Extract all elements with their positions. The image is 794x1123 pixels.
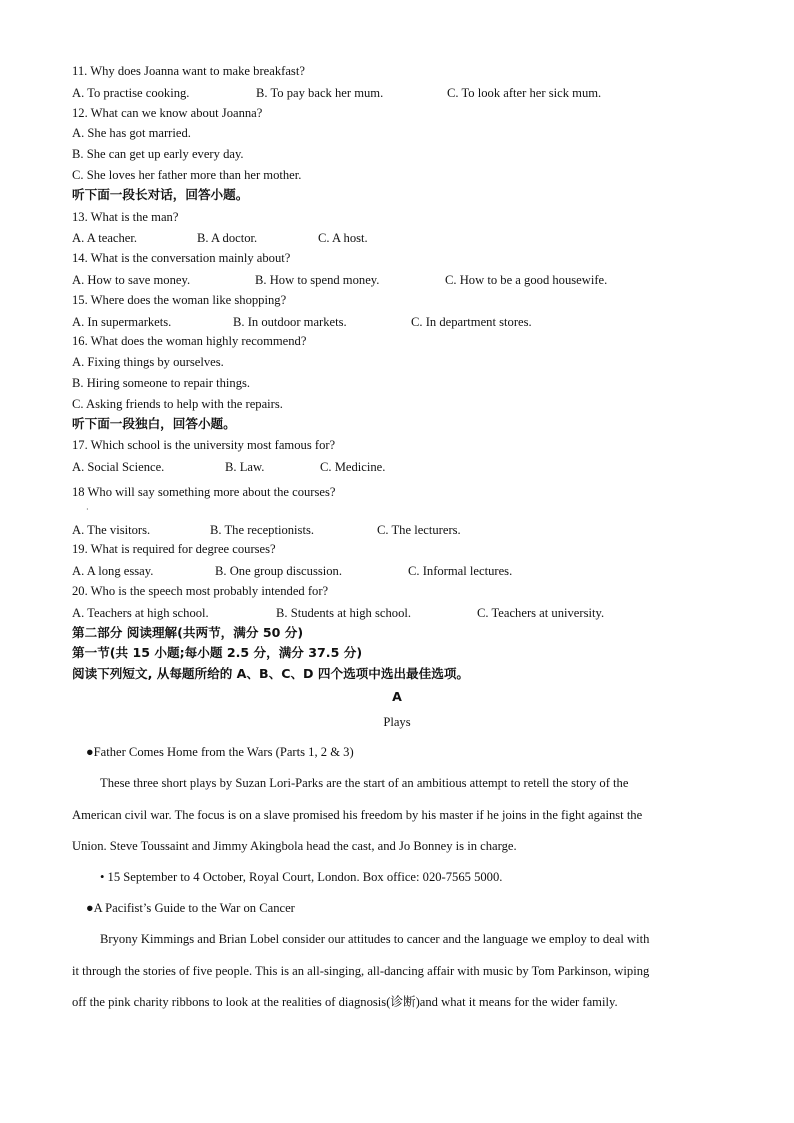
option-a: A. In supermarkets. [72, 315, 172, 329]
passage-title: Plays [383, 715, 411, 729]
option-c: C. In department stores. [411, 315, 532, 329]
option-c: C. Medicine. [320, 460, 386, 474]
passage-letter: A [392, 689, 402, 704]
option-c: C. Asking friends to help with the repairs. [72, 397, 283, 411]
option-b: B. The receptionists. [210, 523, 314, 537]
question-stem: 13. What is the man? [72, 210, 179, 224]
paragraph-line: American civil war. The focus is on a slave promised his freedom by his master if he joins in the fight against the [72, 808, 643, 822]
option-b: B. Students at high school. [276, 606, 412, 620]
question-stem: 16. What does the woman highly recommend? [72, 334, 307, 348]
option-a: A. To practise cooking. [72, 86, 190, 100]
section-heading: 听下面一段长对话，回答小题。 [72, 187, 249, 202]
option-a: A. A teacher. [72, 231, 138, 245]
part-title: 第二部分 阅读理解(共两节，满分 50 分) [72, 625, 304, 640]
paragraph-line: These three short plays by Suzan Lori-Parks are the start of an ambitious attempt to retell the story of the [100, 776, 629, 790]
option-b: B. One group discussion. [215, 564, 342, 578]
option-c: C. The lecturers. [377, 523, 461, 537]
section-heading: 听下面一段独白，回答小题。 [72, 416, 236, 431]
question-stem: 19. What is required for degree courses? [72, 542, 276, 556]
option-a: A. She has got married. [72, 126, 191, 140]
option-b: B. In outdoor markets. [233, 315, 347, 329]
option-c: C. Informal lectures. [408, 564, 513, 578]
question-stem: 18 Who will say something more about the courses? [72, 485, 336, 499]
option-a: A. The visitors. [72, 523, 151, 537]
play-title: ●Father Comes Home from the Wars (Parts 1, 2 & 3) [86, 745, 354, 759]
option-b: B. She can get up early every day. [72, 147, 244, 161]
option-a: A. How to save money. [72, 273, 191, 287]
option-a: A. Fixing things by ourselves. [72, 355, 224, 369]
play-title: ●A Pacifist’s Guide to the War on Cancer [86, 901, 295, 915]
paragraph-line: it through the stories of five people. This is an all-singing, all-dancing affair with music by Tom Parkinson, wiping [72, 964, 650, 978]
question-stem: 15. Where does the woman like shopping? [72, 293, 287, 307]
option-c: C. Teachers at university. [477, 606, 605, 620]
paragraph-line: Union. Steve Toussaint and Jimmy Akingbola head the cast, and Jo Bonney is in charge. [72, 839, 517, 853]
option-c: C. A host. [318, 231, 368, 245]
option-b: B. A doctor. [197, 231, 258, 245]
instruction: 阅读下列短文, 从每题所给的 A、B、C、D 四个选项中选出最佳选项。 [72, 666, 470, 681]
option-b: B. Law. [225, 460, 265, 474]
section-title: 第一节(共 15 小题;每小题 2.5 分，满分 37.5 分) [72, 645, 363, 660]
question-stem: 20. Who is the speech most probably intended for? [72, 584, 329, 598]
paragraph-line: off the pink charity ribbons to look at the realities of diagnosis(诊断)and what it means for the wider family. [72, 995, 618, 1009]
option-c: C. To look after her sick mum. [447, 86, 602, 100]
option-c: C. How to be a good housewife. [445, 273, 608, 287]
option-a: A. Teachers at high school. [72, 606, 209, 620]
paragraph-line: Bryony Kimmings and Brian Lobel consider our attitudes to cancer and the language we employ to deal with [100, 932, 650, 946]
question-stem: 17. Which school is the university most famous for? [72, 438, 336, 452]
play-info: • 15 September to 4 October, Royal Court, London. Box office: 020-7565 5000. [100, 870, 503, 884]
option-a: A. A long essay. [72, 564, 154, 578]
question-stem: 12. What can we know about Joanna? [72, 106, 263, 120]
stray-dot: · [86, 505, 89, 514]
option-c: C. She loves her father more than her mother. [72, 168, 302, 182]
question-stem: 14. What is the conversation mainly about? [72, 251, 291, 265]
option-b: B. Hiring someone to repair things. [72, 376, 251, 390]
option-b: B. To pay back her mum. [256, 86, 384, 100]
option-b: B. How to spend money. [255, 273, 380, 287]
option-a: A. Social Science. [72, 460, 165, 474]
question-stem: 11. Why does Joanna want to make breakfast? [72, 64, 305, 78]
